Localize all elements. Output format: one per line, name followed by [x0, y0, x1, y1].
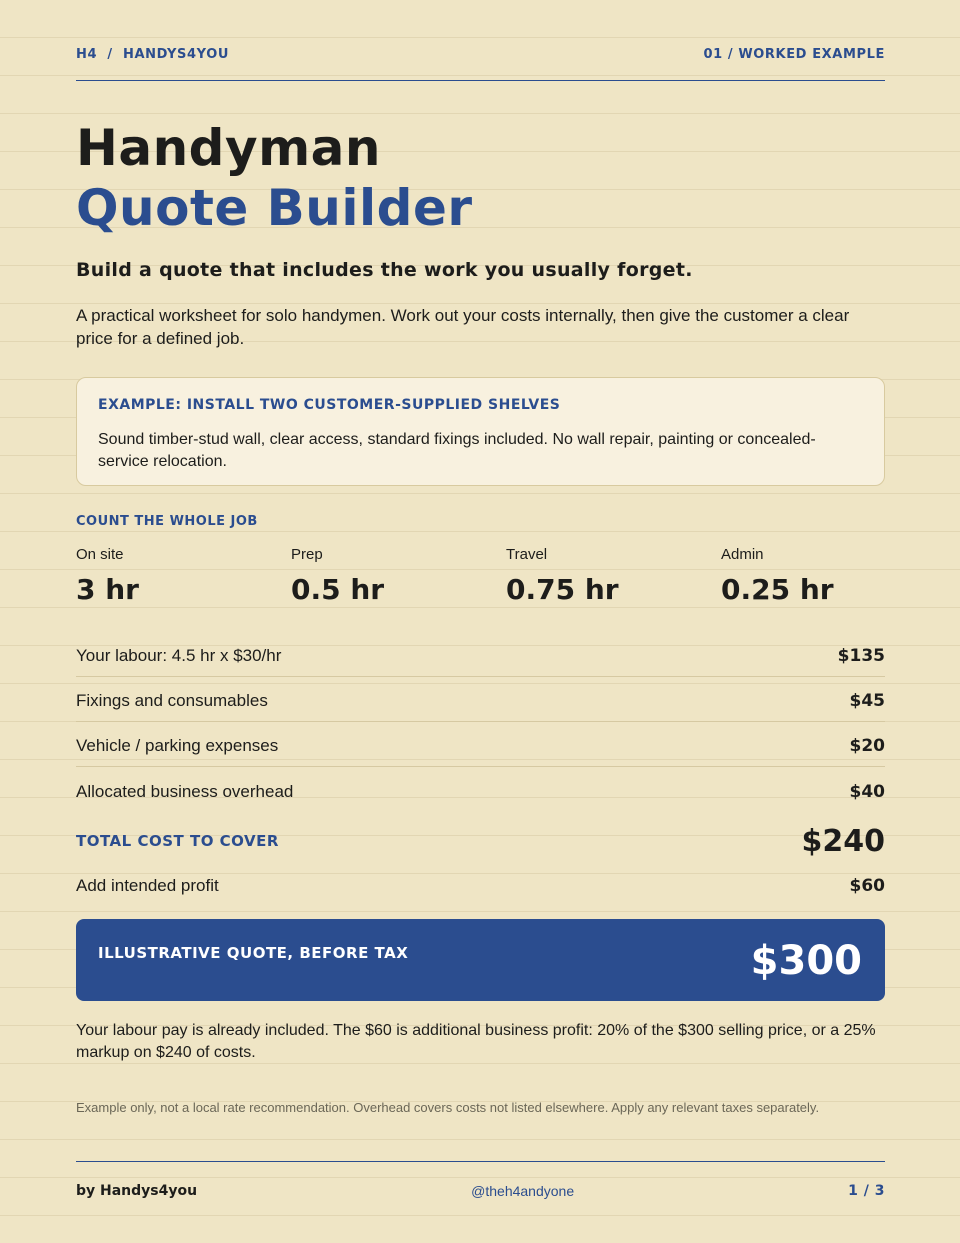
example-description: Sound timber-stud wall, clear access, standard fixings included. No wall repair, painting or concealed-service relocation.: [98, 431, 816, 470]
quote-amount: $300: [750, 938, 862, 984]
hours-item-value: 0.5 hr: [291, 573, 385, 606]
cost-line-label: Fixings and consumables: [76, 691, 268, 710]
hours-item: [291, 546, 491, 606]
hours-item: [506, 546, 706, 606]
top-divider: [76, 80, 885, 81]
disclaimer-note: Example only, not a local rate recommendation. Overhead covers costs not listed elsewhere. Apply any relevant taxes separately.: [76, 1100, 820, 1115]
intro-paragraph: A practical worksheet for solo handymen. Work out your costs internally, then give the customer a clear price for a defined job.: [76, 306, 850, 348]
hours-item: [76, 546, 276, 606]
hours-item-label: On site: [76, 546, 124, 563]
explanation-paragraph: Your labour pay is already included. The $60 is additional business profit: 20% of the $300 selling price, or a 25% markup on $240 of costs.: [76, 1022, 876, 1061]
cost-line: [76, 726, 885, 767]
cost-line-label: Allocated business overhead: [76, 781, 294, 801]
total-cost-row: [76, 822, 885, 860]
profit-row: [76, 871, 885, 901]
quote-label: ILLUSTRATIVE QUOTE, BEFORE TAX: [98, 944, 409, 962]
cost-line-label: Vehicle / parking expenses: [76, 736, 279, 755]
cost-line: [76, 771, 885, 812]
profit-amount: $60: [849, 876, 885, 896]
footer: [76, 1181, 885, 1201]
hours-item-label: Prep: [291, 546, 323, 563]
bottom-divider: [76, 1161, 885, 1162]
page-subtitle: Build a quote that includes the work you usually forget.: [76, 259, 693, 281]
footer-handle: @theh4andyone: [471, 1183, 575, 1199]
hours-item-label: Admin: [721, 546, 764, 563]
cost-line-amount: $45: [849, 691, 885, 711]
example-heading: EXAMPLE: INSTALL TWO CUSTOMER-SUPPLIED SHELVES: [98, 397, 561, 413]
cost-line: [76, 681, 885, 722]
page-title-line2: Quote Builder: [76, 179, 473, 237]
total-cost-amount: $240: [801, 823, 885, 859]
hours-item-value: 0.75 hr: [506, 573, 619, 606]
page-title-line1: Handyman: [76, 119, 382, 177]
worksheet-page: [76, 0, 885, 1243]
hours-item-value: 3 hr: [76, 573, 139, 606]
cost-line-amount: $20: [849, 736, 885, 756]
profit-label: Add intended profit: [76, 876, 219, 895]
footer-author: by Handys4you: [76, 1183, 198, 1199]
total-cost-label: TOTAL COST TO COVER: [76, 832, 279, 850]
cost-line-amount: $135: [837, 646, 885, 666]
hours-item: [721, 546, 921, 606]
cost-line: [76, 636, 885, 677]
cost-line-amount: $40: [849, 781, 885, 802]
hours-item-label: Travel: [506, 546, 548, 563]
hours-item-value: 0.25 hr: [721, 573, 834, 606]
hours-section-label: COUNT THE WHOLE JOB: [76, 514, 258, 529]
top-bar: [76, 45, 885, 63]
page-number: 1 / 3: [848, 1183, 885, 1199]
brand-label: H4 / HANDYS4YOU: [76, 46, 230, 62]
cost-line-label: Your labour: 4.5 hr x $30/hr: [76, 646, 282, 665]
example-card: [76, 377, 885, 486]
quote-summary-box: [76, 919, 885, 1001]
hours-breakdown: [76, 546, 885, 610]
section-label-top: 01 / WORKED EXAMPLE: [703, 46, 885, 62]
